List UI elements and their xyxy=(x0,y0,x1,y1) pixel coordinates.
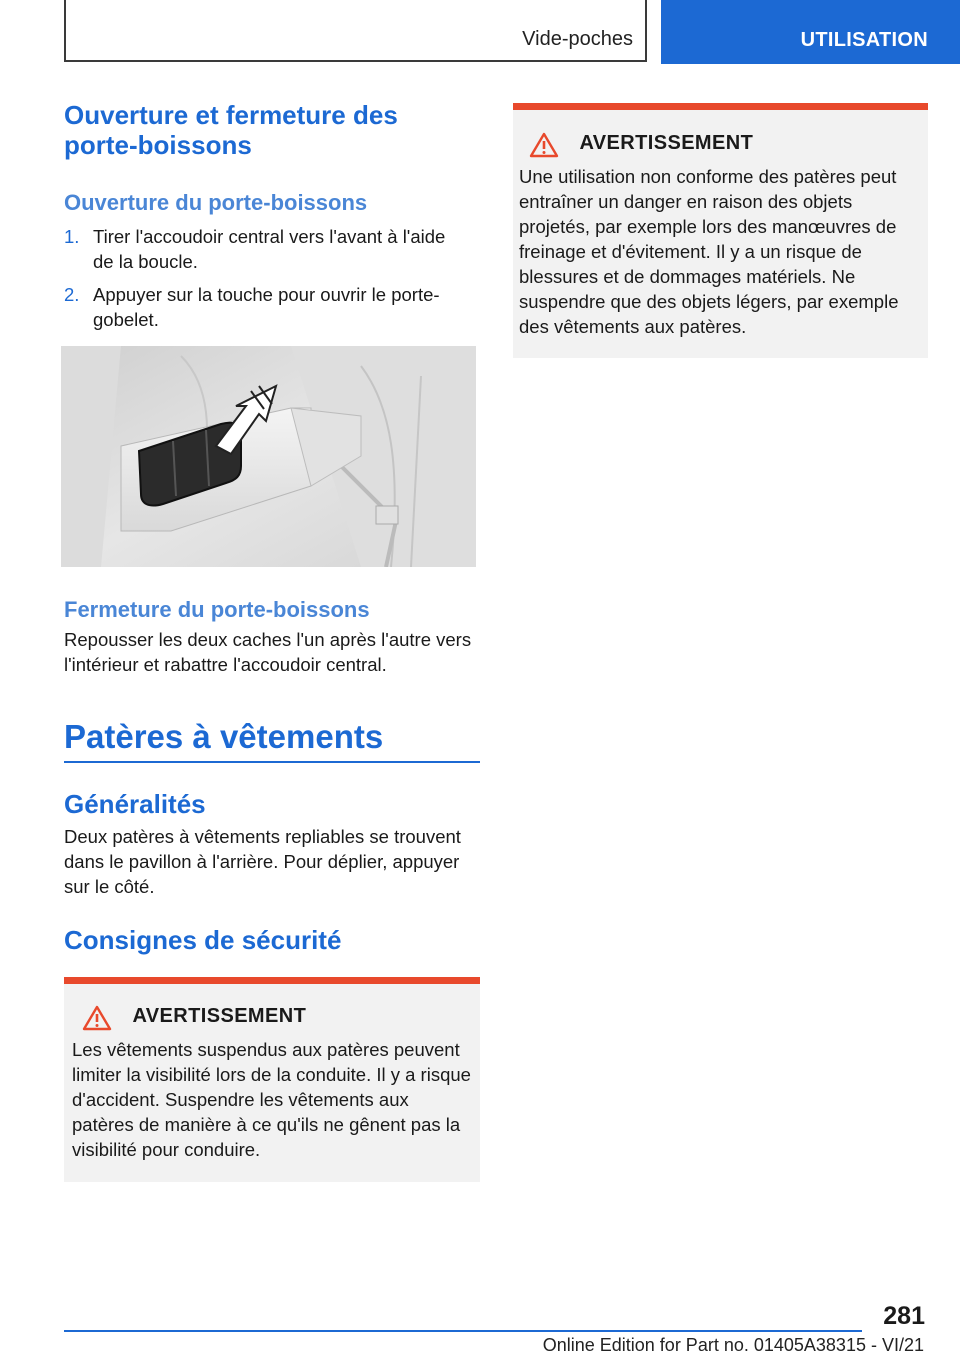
list-item xyxy=(64,224,468,274)
armrest-cupholder-figure xyxy=(61,346,476,567)
right-column xyxy=(513,103,928,358)
warning-text: Les vêtements suspendus aux patères peuvent limiter la visibilité lors de la conduite. Il y a risque d'accident. Suspendre les vêtements aux patères de manière à ce qu'ils ne gênent pas la visibilité pour conduire. xyxy=(72,1039,471,1160)
armrest-illustration xyxy=(61,346,476,567)
list-item xyxy=(64,282,463,332)
list-item-number: 2. xyxy=(64,284,80,305)
steps-list xyxy=(64,224,480,332)
header-section-box xyxy=(64,0,647,62)
list-item-number: 1. xyxy=(64,226,80,247)
warning-header xyxy=(72,1005,472,1031)
section-title-general: Généralités xyxy=(64,789,206,819)
warning-box-visibility xyxy=(64,977,480,1182)
warning-box-projectiles xyxy=(513,103,928,358)
close-instruction-text: Repousser les deux caches l'un après l'autre vers l'intérieur et rabattre l'accoudoir central. xyxy=(64,629,472,675)
warning-text: Une utilisation non conforme des patères peut entraîner un danger en raison des objets projetés, par exemple lors des manœuvres de freinage et d'évitement. Il y a un risque de blessures et de dommages matériels. Ne suspendre que des objets légers, par exemple des vêtements aux patères. xyxy=(519,166,899,337)
warning-triangle-icon xyxy=(529,132,559,158)
left-column xyxy=(64,100,480,332)
subsection-title-close: Fermeture du porte-boissons xyxy=(64,597,370,622)
section-title-cupholders: Ouverture et fermeture des porte-boissons xyxy=(64,100,398,160)
list-item-text: Tirer l'accoudoir central vers l'avant à l'aide de la boucle. xyxy=(93,226,446,272)
header-chapter-label: UTILISATION xyxy=(800,29,928,51)
page-number: 281 xyxy=(883,1302,925,1330)
header-section-title: Vide-poches xyxy=(522,28,633,50)
header-chapter-tab[interactable] xyxy=(661,0,960,64)
warning-title: AVERTISSEMENT xyxy=(579,132,754,155)
warning-triangle-icon xyxy=(82,1005,112,1031)
warning-title: AVERTISSEMENT xyxy=(132,1005,307,1028)
left-column-lower xyxy=(64,597,480,1182)
footer-rule xyxy=(64,1330,862,1332)
warning-header xyxy=(519,132,922,158)
list-item-text: Appuyer sur la touche pour ouvrir le porte-gobelet. xyxy=(93,284,440,330)
general-text: Deux patères à vêtements repliables se trouvent dans le pavillon à l'arrière. Pour déplier, appuyer sur le côté. xyxy=(64,826,461,897)
footer-edition-text: Online Edition for Part no. 01405A38315 - VI/21 xyxy=(542,1335,924,1355)
chapter-title-rule xyxy=(64,761,480,763)
subsection-title-open: Ouverture du porte-boissons xyxy=(64,190,368,215)
section-title-safety: Consignes de sécurité xyxy=(64,925,342,955)
chapter-title-coat-hooks: Patères à vêtements xyxy=(64,718,384,755)
